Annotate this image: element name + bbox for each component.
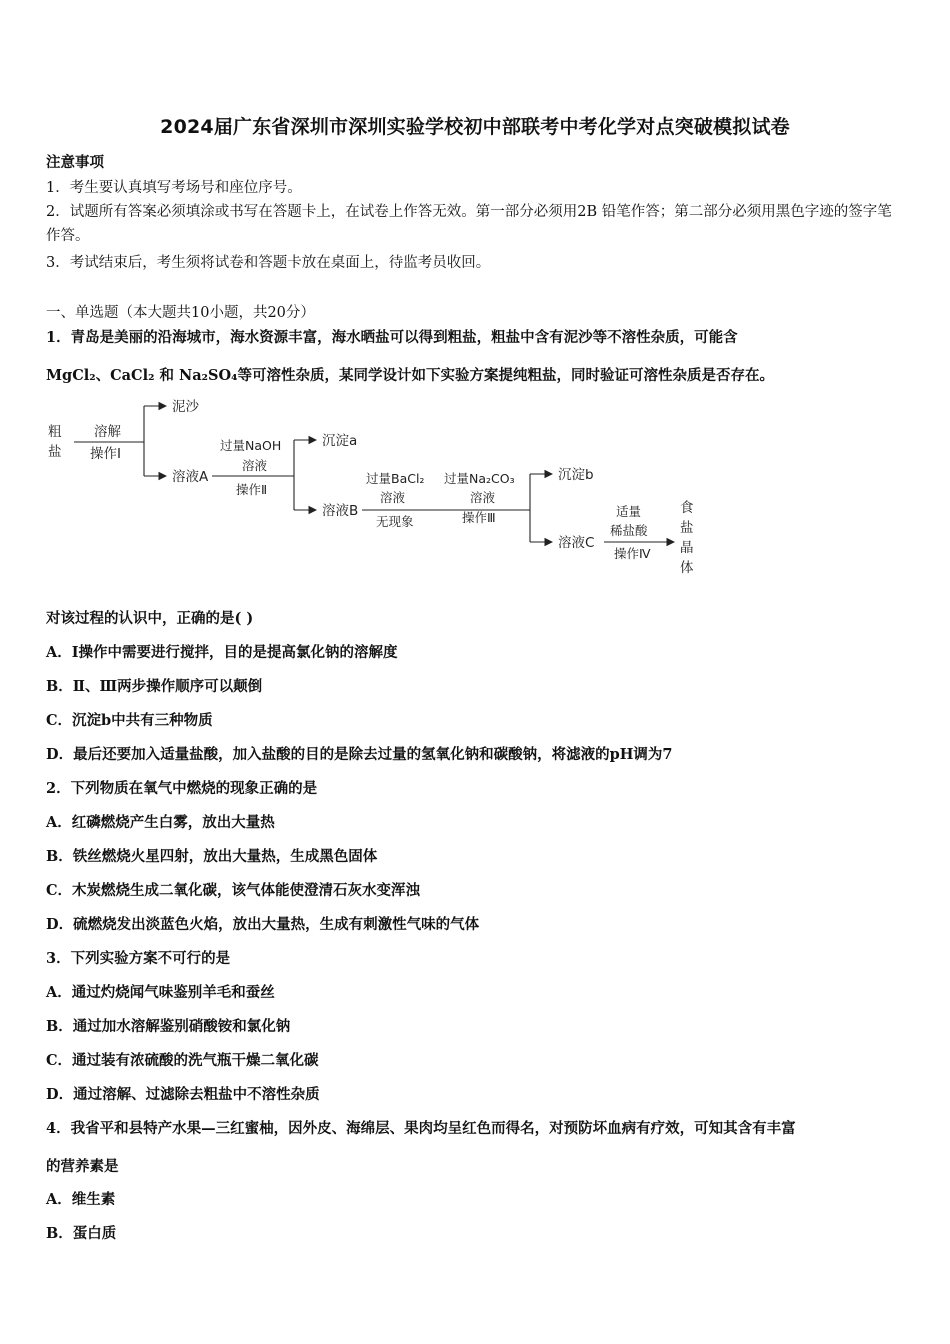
option: B．铁丝燃烧火星四射，放出大量热，生成黑色固体 (46, 848, 378, 865)
notice-heading: 注意事项 (46, 154, 104, 171)
product-label: 体 (680, 560, 694, 576)
page-title: 2024届广东省深圳市深圳实验学校初中部联考中考化学对点突破模拟试卷 (160, 116, 790, 138)
crude-salt-label: 盐 (48, 444, 62, 460)
option: B．通过加水溶解鉴别硝酸铵和氯化钠 (46, 1018, 291, 1035)
reagent-label: 稀盐酸 (610, 523, 648, 538)
reagent-label: 过量BaCl₂ (366, 471, 425, 486)
question-1-text: 1．青岛是美丽的沿海城市，海水资源丰富，海水晒盐可以得到粗盐，粗盐中含有泥沙等不溶性杂质，可能含 (46, 329, 738, 346)
product-label: 食 (680, 500, 694, 516)
crude-salt-label: 粗 (48, 424, 62, 440)
step-label: 溶解 (94, 424, 121, 440)
precipitate-a-label: 沉淀a (322, 433, 358, 449)
option: A．维生素 (46, 1191, 116, 1208)
notice-item: 3．考试结束后，考生须将试卷和答题卡放在桌面上，待监考员收回。 (46, 255, 491, 271)
option: D．通过溶解、过滤除去粗盐中不溶性杂质 (46, 1086, 320, 1103)
reagent-label: 适量 (616, 504, 642, 519)
precipitate-b-label: 沉淀b (558, 467, 594, 483)
reagent-label: 溶液 (380, 490, 406, 505)
step-label: 操作Ⅱ (236, 482, 268, 497)
option: B．蛋白质 (46, 1225, 117, 1242)
step-label: 操作Ⅰ (90, 446, 121, 462)
notice-item: 2．试题所有答案必须填涂或书写在答题卡上，在试卷上作答无效。第一部分必须用2B 铅笔作答；第二部分必须用黑色字迹的签字笔作答。 (46, 204, 892, 244)
reagent-label: 过量NaOH (220, 438, 282, 453)
option: D．最后还要加入适量盐酸，加入盐酸的目的是除去过量的氢氧化钠和碳酸钠，将滤液的pH调为7 (46, 746, 673, 763)
option: C．通过装有浓硫酸的洗气瓶干燥二氧化碳 (46, 1052, 319, 1069)
option: A．红磷燃烧产生白雾，放出大量热 (46, 814, 275, 831)
notice-item: 1．考生要认真填写考场号和座位序号。 (46, 180, 302, 196)
reagent-label: 过量Na₂CO₃ (444, 471, 515, 486)
product-label: 晶 (680, 540, 694, 556)
observation-label: 无现象 (376, 514, 414, 529)
option: A．Ⅰ操作中需要进行搅拌，目的是提高氯化钠的溶解度 (46, 644, 398, 661)
step-label: 操作Ⅳ (614, 546, 651, 561)
section-heading: 一、单选题（本大题共10小题，共20分） (46, 305, 315, 321)
product-label: 盐 (680, 520, 694, 536)
question-1-stem: 对该过程的认识中，正确的是( ) (46, 610, 254, 627)
solution-b-label: 溶液B (322, 503, 359, 519)
question-2-stem: 2．下列物质在氧气中燃烧的现象正确的是 (46, 780, 318, 797)
option: D．硫燃烧发出淡蓝色火焰，放出大量热，生成有刺激性气味的气体 (46, 916, 480, 933)
reagent-label: 溶液 (470, 490, 496, 505)
option: A．通过灼烧闻气味鉴别羊毛和蚕丝 (46, 984, 275, 1001)
option: B．Ⅱ、Ⅲ两步操作顺序可以颠倒 (46, 678, 263, 695)
reagent-label: 溶液 (242, 458, 268, 473)
mud-label: 泥沙 (172, 399, 199, 415)
purification-flow-diagram (40, 390, 720, 590)
option: C．木炭燃烧生成二氧化碳，该气体能使澄清石灰水变浑浊 (46, 882, 421, 899)
question-4-text: 的营养素是 (46, 1158, 119, 1175)
question-4-text: 4．我省平和县特产水果—三红蜜柚，因外皮、海绵层、果肉均呈红色而得名，对预防坏血病有疗效，可知其含有丰富 (46, 1120, 796, 1137)
step-label: 操作Ⅲ (462, 510, 496, 525)
question-1-text: MgCl₂、CaCl₂ 和 Na₂SO₄等可溶性杂质，某同学设计如下实验方案提纯粗盐，同时验证可溶性杂质是否存在。 (46, 367, 774, 384)
solution-c-label: 溶液C (558, 535, 595, 551)
solution-a-label: 溶液A (172, 469, 209, 485)
option: C．沉淀b中共有三种物质 (46, 712, 213, 729)
question-3-stem: 3．下列实验方案不可行的是 (46, 950, 231, 967)
